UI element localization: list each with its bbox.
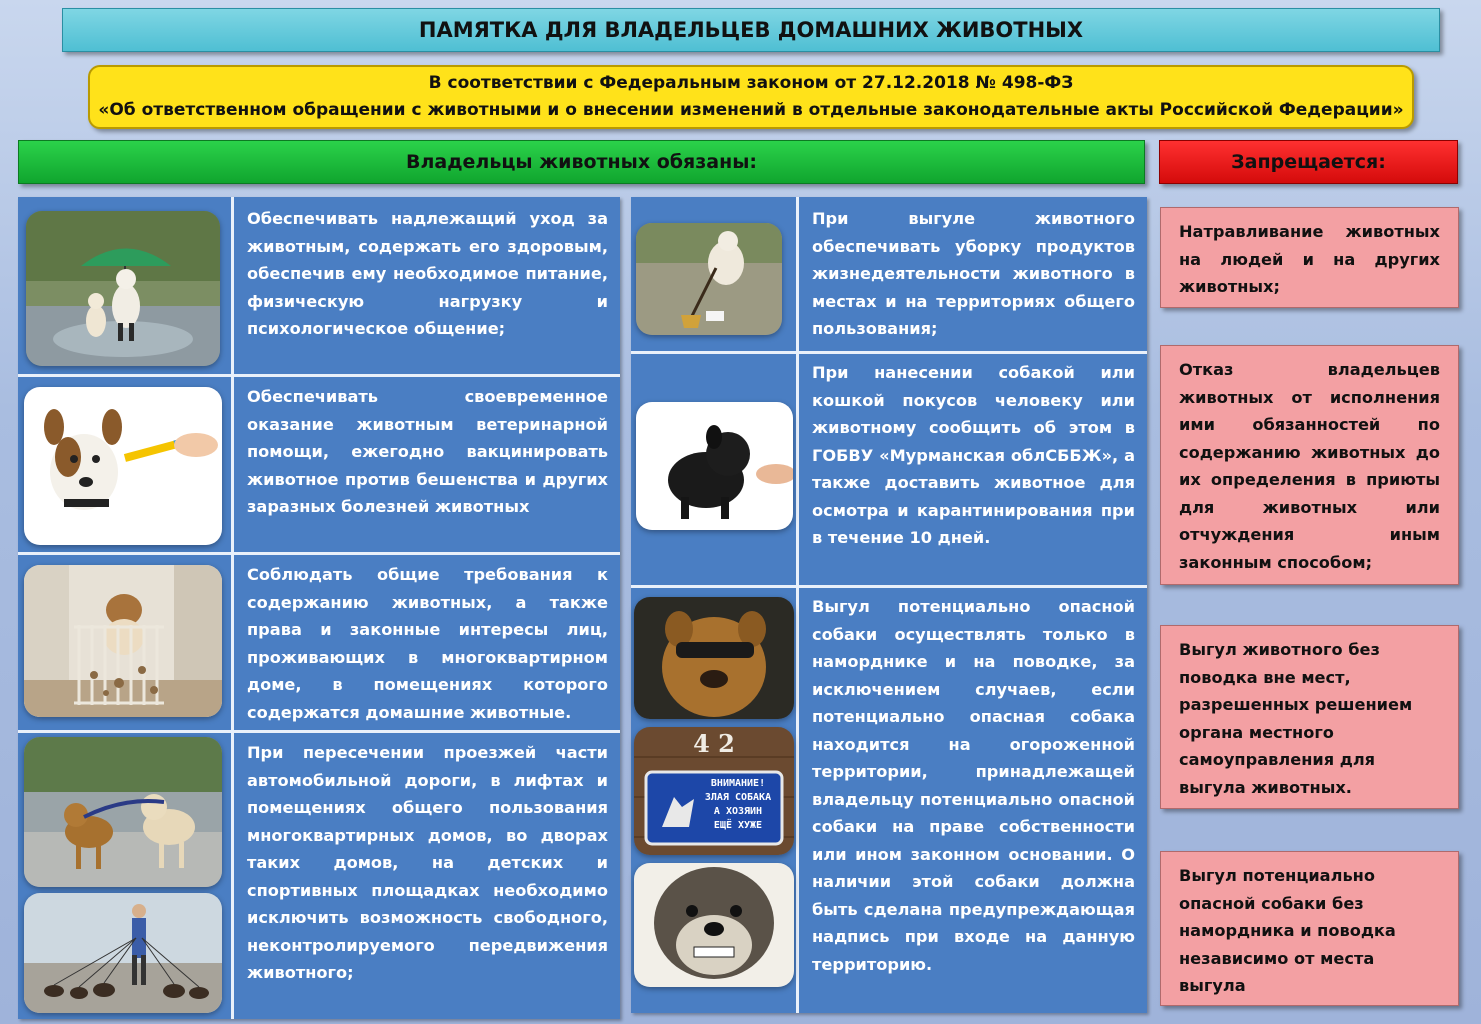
sign-line-3: А ХОЗЯИН <box>713 806 763 817</box>
law-line-2: «Об ответственном обращении с животными и о внесении изменений в отдельные законодательные акты Российской Федерации» <box>98 100 1404 120</box>
law-reference <box>88 65 1414 129</box>
law-line-1: В соответствии с Федеральным законом от 27.12.2018 № 498-ФЗ <box>428 73 1074 93</box>
duty-text-3: Соблюдать общие требования к содержанию животных, а также права и законные интересы лиц, проживающих в многоквартирном доме, в помещениях которого содержатся домашние животные. <box>247 565 608 722</box>
dog-gate-photo <box>24 565 222 717</box>
forbidden-item-3: Выгул животного без поводка вне мест, разрешенных решением органа местного самоуправления для выгула животных. <box>1160 625 1459 809</box>
forbidden-item-1: Натравливание животных на людей и на других животных; <box>1160 207 1459 308</box>
dog-sunglasses-photo <box>634 597 794 719</box>
dogs-umbrella-photo <box>26 211 220 366</box>
sign-line-1: ВНИМАНИЕ! <box>710 778 766 789</box>
duties-header: Владельцы животных обязаны: <box>18 140 1145 184</box>
page-title: ПАМЯТКА ДЛЯ ВЛАДЕЛЬЦЕВ ДОМАШНИХ ЖИВОТНЫХ <box>62 8 1440 52</box>
warning-sign-photo <box>634 727 794 855</box>
sign-line-4: ЕЩЁ ХУЖЕ <box>713 820 763 831</box>
duties-right-panel <box>631 197 1147 1013</box>
duty-text-7: Выгул потенциально опасной собаки осуществлять только в наморднике и на поводке, за исключением случаев, если потенциально опасная собака находится на огороженной территории, принадлежащей владельцу потенциально опасной собаки на праве собственности или ином законном основании. О наличии этой собаки должна быть сделана предупреждающая надпись при входе на данную территорию. <box>812 597 1135 974</box>
angry-dog-photo <box>634 863 794 987</box>
duty-text-4: При пересечении проезжей части автомобильной дороги, в лифтах и помещениях общего пользования многоквартирных домов, во дворах таких домов, на детских и спортивных площадках необходимо исключить возможность свободного, неконтролируемого передвижения животного; <box>247 743 608 982</box>
duty-text-2: Обеспечивать своевременное оказание животным ветеринарной помощи, ежегодно вакцинировать животное против бешенства и других заразных болезней животных <box>247 387 608 516</box>
duty-text-5: При выгуле животного обеспечивать уборку продуктов жизнедеятельности животного в местах и на территориях общего пользования; <box>812 209 1135 338</box>
sign-number: 4 2 <box>693 729 735 758</box>
black-puppy-photo <box>636 402 793 530</box>
forbidden-header: Запрещается: <box>1159 140 1458 184</box>
dog-vaccination-photo <box>24 387 222 545</box>
dogs-leash-photo <box>24 737 222 887</box>
duties-left-panel <box>18 197 620 1019</box>
duty-text-6: При нанесении собакой или кошкой покусов человеку или животному сообщить об этом в ГОБВУ «Мурманская облСББЖ», а также доставить животное для осмотра и карантинирования при в течение 10 дней. <box>812 363 1135 547</box>
duty-text-1: Обеспечивать надлежащий уход за животным, содержать его здоровым, обеспечив ему необходимое питание, физическую нагрузку и психологическое общение; <box>247 209 608 338</box>
sign-line-2: ЗЛАЯ СОБАКА <box>704 792 772 803</box>
forbidden-item-2: Отказ владельцев животных от исполнения ими обязанностей по содержанию животных до их определения в приюты для животных или отчуждения иным законным способом; <box>1160 345 1459 585</box>
dog-broom-photo <box>636 223 782 335</box>
forbidden-item-4: Выгул потенциально опасной собаки без намордника и поводка независимо от места выгула <box>1160 851 1459 1006</box>
dog-walker-photo <box>24 893 222 1013</box>
